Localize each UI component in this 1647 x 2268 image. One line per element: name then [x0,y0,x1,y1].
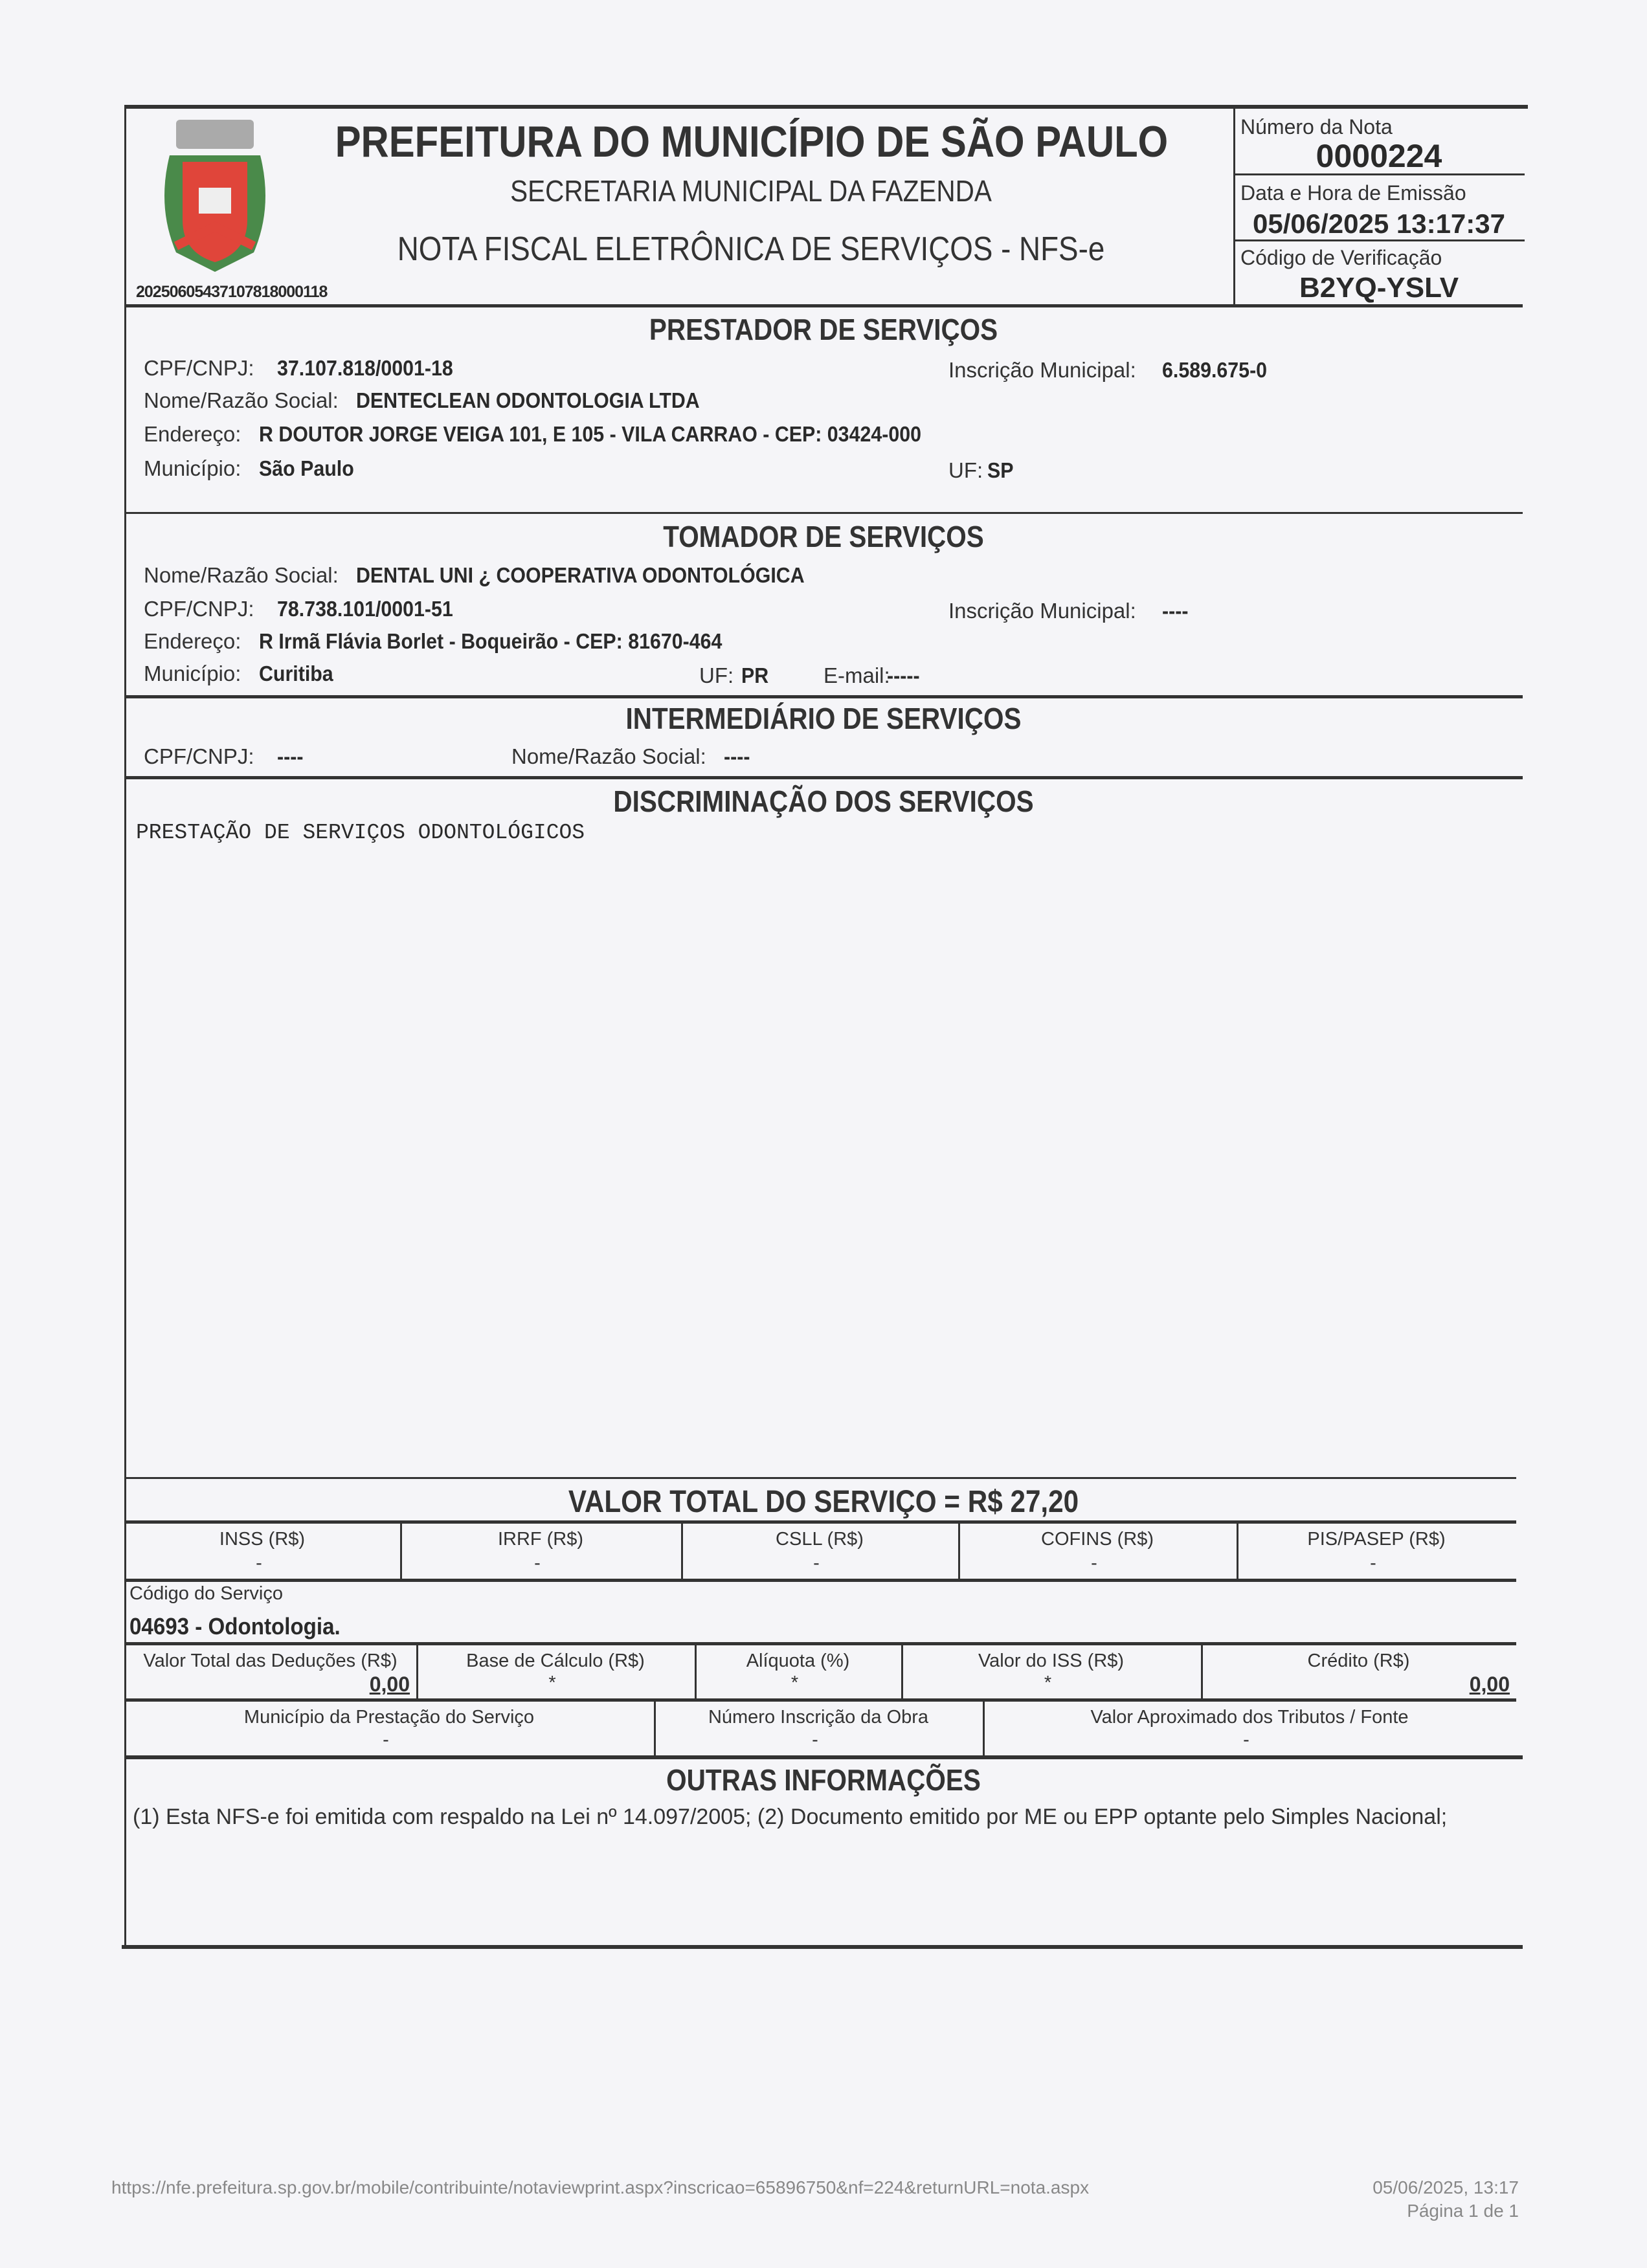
tomador-cnpj: 78.738.101/0001-51 [277,597,453,621]
prestador-nome: DENTECLEAN ODONTOLOGIA LTDA [356,388,700,412]
calc-label: Valor Total das Deduções (R$) [143,1651,398,1671]
label: Município: [144,662,241,685]
prestador-title: PRESTADOR DE SERVIÇOS [649,313,998,346]
divider [124,776,1523,779]
tomador-title: TOMADOR DE SERVIÇOS [663,520,984,553]
codigo-servico: 04693 - Odontologia. [129,1613,341,1640]
label: Código do Serviço [129,1583,283,1604]
calc-value: 0,00 [1469,1673,1510,1696]
data-label: Data e Hora de Emissão [1240,181,1466,205]
label: Nome/Razão Social: [511,744,706,768]
extra-value: - [383,1729,389,1750]
intermediario-title: INTERMEDIÁRIO DE SERVIÇOS [625,702,1022,735]
label: Município: [144,456,241,480]
discriminacao-text: PRESTAÇÃO DE SERVIÇOS ODONTOLÓGICOS [136,821,585,845]
divider [124,1477,1516,1479]
label: E-mail: [824,663,890,687]
taxes-label: INSS (R$) [219,1529,306,1550]
page-title: PREFEITURA DO MUNICÍPIO DE SÃO PAULO [335,117,1169,166]
divider [1233,239,1525,241]
taxes-label: IRRF (R$) [497,1529,584,1550]
tomador-municipio: Curitiba [259,662,333,685]
taxes-label: COFINS (R$) [1041,1529,1154,1550]
taxes-label: CSLL (R$) [776,1529,864,1550]
calc-label: Crédito (R$) [1307,1651,1410,1671]
footer-url: https://nfe.prefeitura.sp.gov.br/mobile/contribuinte/notaviewprint.aspx?inscricao=65896750&nf=224&returnURL=nota.aspx [111,2177,1090,2197]
tomador-uf: PR [741,663,769,687]
prestador-im: 6.589.675-0 [1162,358,1268,382]
divider [124,1520,1516,1524]
extra-value: - [812,1729,818,1750]
divider [124,1642,1516,1645]
discriminacao-title: DISCRIMINAÇÃO DOS SERVIÇOS [613,784,1034,818]
calc-label: Alíquota (%) [746,1651,850,1671]
footer-datetime: 05/06/2025, 13:17 [1372,2177,1519,2197]
codigo-label: Código de Verificação [1240,246,1442,269]
extra-value: - [1243,1729,1249,1750]
label: UF: [948,458,983,482]
tomador-im: ---- [1162,599,1189,623]
label: Inscrição Municipal: [948,358,1136,382]
outras-title: OUTRAS INFORMAÇÕES [666,1763,981,1797]
prestador-endereco: R DOUTOR JORGE VEIGA 101, E 105 - VILA CARRAO - CEP: 03424-000 [259,422,921,446]
city-seal-logo [150,117,280,278]
divider [122,1945,1523,1949]
taxes-value: - [1091,1553,1097,1573]
numero-nota: 0000224 [1316,138,1442,174]
seal-code: 20250605437107818000118 [136,283,328,301]
divider [124,512,1523,514]
prestador-cnpj: 37.107.818/0001-18 [277,356,453,380]
document-type: NOTA FISCAL ELETRÔNICA DE SERVIÇOS - NFS-e [397,230,1105,268]
calc-value: * [548,1673,556,1693]
divider [124,1698,1516,1702]
label: CPF/CNPJ: [144,356,254,380]
calc-label: Base de Cálculo (R$) [466,1651,645,1671]
divider [124,304,1523,307]
numero-label: Número da Nota [1240,115,1393,139]
footer-page: Página 1 de 1 [1407,2201,1519,2221]
calc-value: * [1044,1673,1052,1693]
divider [124,105,1528,109]
taxes-value: - [1370,1553,1376,1573]
tomador-nome: DENTAL UNI ¿ COOPERATIVA ODONTOLÓGICA [356,563,805,587]
intermediario-cnpj: ---- [277,744,304,768]
extra-label: Número Inscrição da Obra [708,1707,929,1728]
extra-label: Município da Prestação do Serviço [243,1707,535,1728]
valor-total: VALOR TOTAL DO SERVIÇO = R$ 27,20 [568,1485,1079,1519]
calc-value: 0,00 [369,1673,410,1696]
taxes-value: - [256,1553,262,1573]
calc-value: * [790,1673,799,1693]
divider [124,1579,1516,1582]
calc-label: Valor do ISS (R$) [978,1651,1125,1671]
codigo-verificacao: B2YQ-YSLV [1299,272,1459,304]
taxes-label: PIS/PASEP (R$) [1307,1529,1446,1550]
subtitle: SECRETARIA MUNICIPAL DA FAZENDA [510,174,992,208]
divider [124,1755,1523,1759]
label: Nome/Razão Social: [144,563,339,587]
tomador-email: ----- [887,663,920,687]
taxes-value: - [534,1553,541,1573]
prestador-municipio: São Paulo [259,456,354,480]
prestador-uf: SP [987,458,1014,482]
label: CPF/CNPJ: [144,597,254,621]
taxes-value: - [813,1553,820,1573]
label: Endereço: [144,422,241,446]
label: Inscrição Municipal: [948,599,1136,623]
label: Nome/Razão Social: [144,388,339,412]
extra-label: Valor Aproximado dos Tributos / Fonte [1090,1707,1409,1728]
header-divider [1233,105,1235,307]
data-emissao: 05/06/2025 13:17:37 [1253,208,1505,239]
divider [124,695,1523,698]
label: Endereço: [144,629,241,653]
label: CPF/CNPJ: [144,744,254,768]
outras-text: (1) Esta NFS-e foi emitida com respaldo na Lei nº 14.097/2005; (2) Documento emitido por ME ou EPP optante pelo Simples Nacional; [133,1805,1448,1829]
label: UF: [699,663,734,687]
intermediario-nome: ---- [724,744,750,768]
tomador-endereco: R Irmã Flávia Borlet - Boqueirão - CEP: 81670-464 [259,629,723,653]
